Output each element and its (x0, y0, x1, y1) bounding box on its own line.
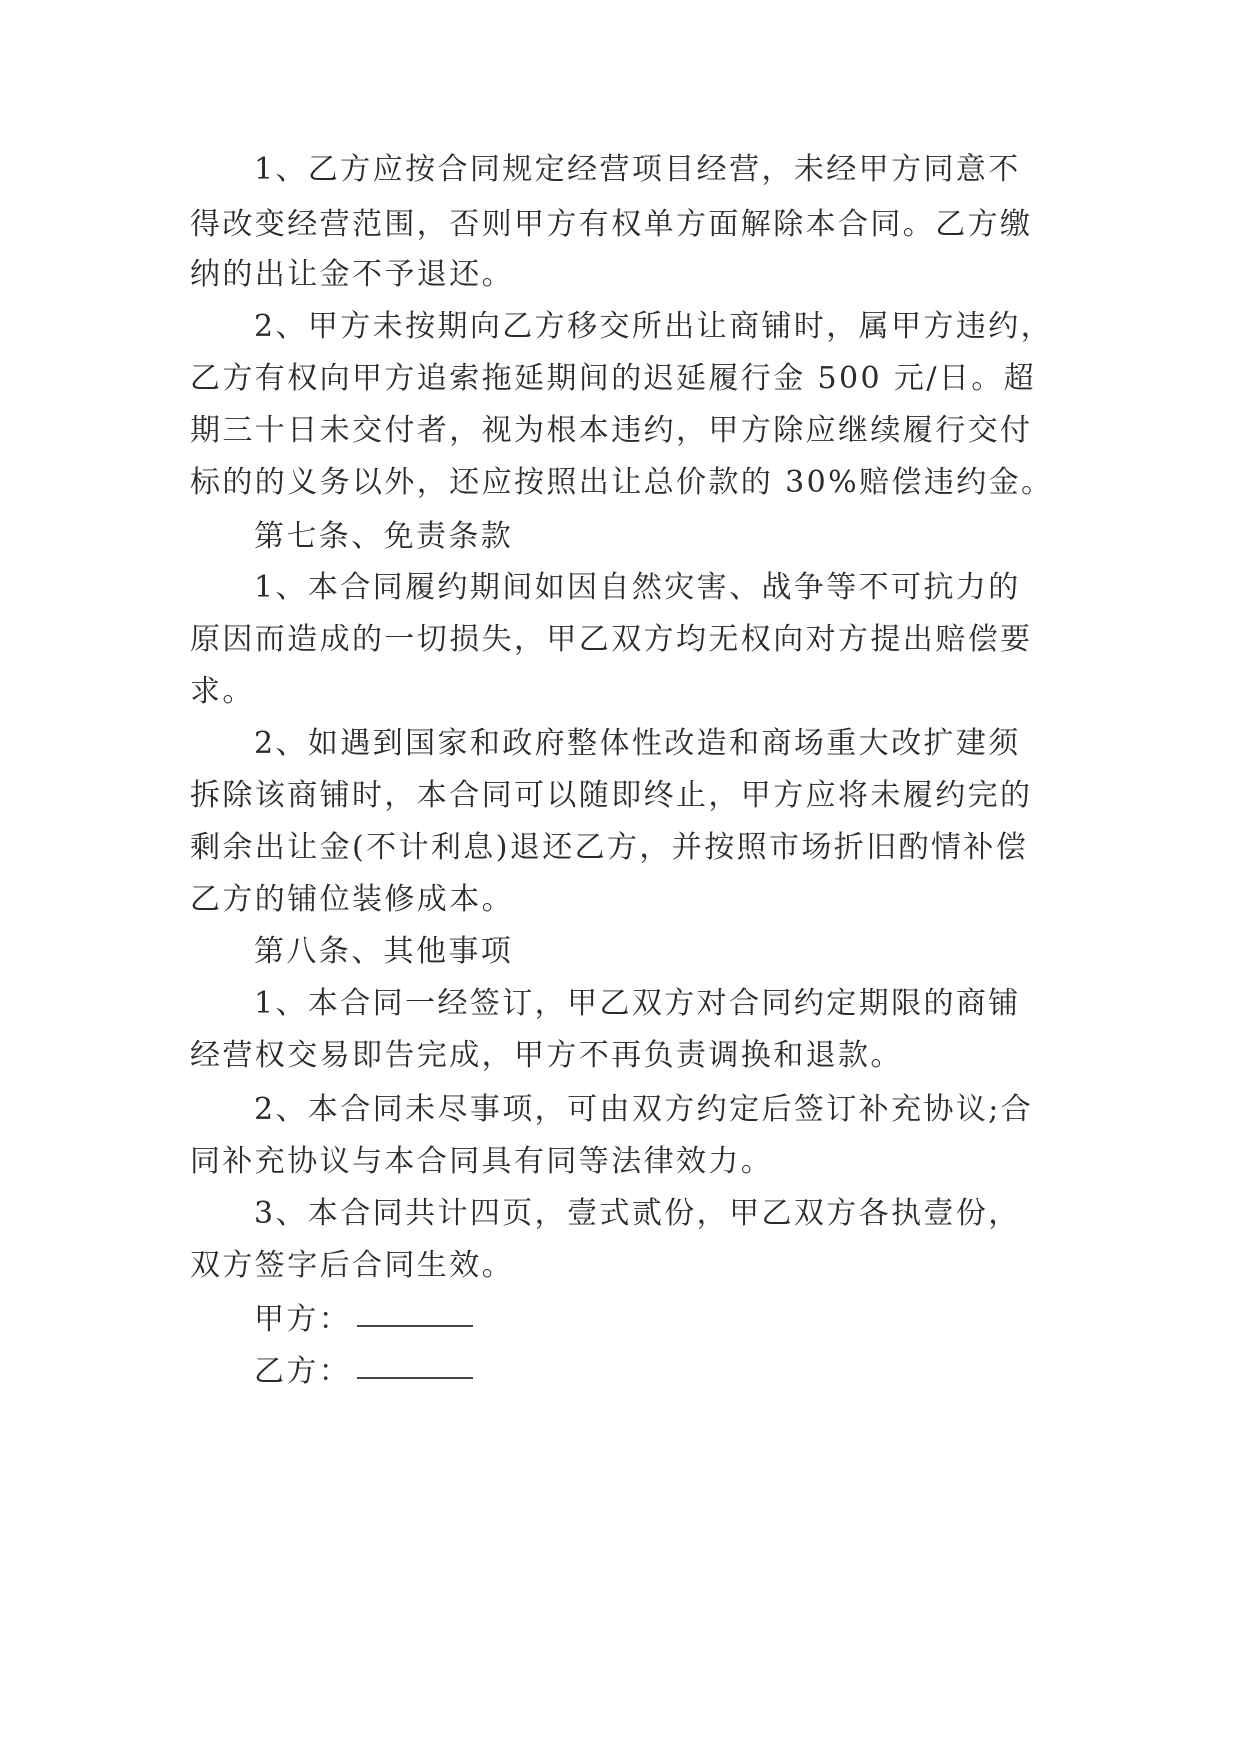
clause-8-3-line-1: 3、本合同共计四页，壹式贰份，甲乙双方各执壹份， (254, 1196, 1021, 1231)
article-8-heading: 第八条、其他事项 (254, 934, 514, 969)
clause-8-3-line-2: 双方签字后合同生效。 (190, 1248, 514, 1283)
party-a-signature-blank (357, 1325, 473, 1327)
clause-6-1-line-3: 纳的出让金不予退还。 (190, 257, 514, 292)
article-7-heading: 第七条、免责条款 (254, 519, 514, 554)
clause-8-1-line-2: 经营权交易即告完成，甲方不再负责调换和退款。 (190, 1038, 903, 1073)
clause-8-2-line-2: 同补充协议与本合同具有同等法律效力。 (190, 1144, 774, 1179)
clause-6-2-line-4: 标的的义务以外，还应按照出让总价款的 30%赔偿违约金。 (190, 465, 1054, 500)
party-b-signature (254, 1352, 1154, 1392)
clause-8-2-line-1: 2、本合同未尽事项，可由双方约定后签订补充协议;合 (254, 1092, 1034, 1127)
clause-7-1-line-2: 原因而造成的一切损失，甲乙双方均无权向对方提出赔偿要 (190, 622, 1033, 657)
clause-7-2-line-1: 2、如遇到国家和政府整体性改造和商场重大改扩建须 (254, 726, 1021, 761)
party-a-signature (254, 1300, 1154, 1340)
clause-7-2-line-2: 拆除该商铺时，本合同可以随即终止，甲方应将未履约完的 (190, 778, 1033, 813)
clause-7-2-line-4: 乙方的铺位装修成本。 (190, 882, 514, 917)
clause-8-1-line-1: 1、本合同一经签订，甲乙双方对合同约定期限的商铺 (254, 986, 1021, 1021)
party-a-label: 甲方： (254, 1302, 352, 1337)
clause-6-1-line-1: 1、乙方应按合同规定经营项目经营，未经甲方同意不 (254, 152, 1021, 187)
clause-7-2-line-3: 剩余出让金(不计利息)退还乙方，并按照市场折旧酌情补偿 (190, 830, 1029, 865)
clause-7-1-line-3: 求。 (190, 674, 255, 709)
clause-6-2-line-2: 乙方有权向甲方追索拖延期间的迟延履行金 500 元/日。超 (190, 361, 1037, 396)
clause-6-2-line-1: 2、甲方未按期向乙方移交所出让商铺时，属甲方违约， (254, 309, 1054, 344)
clause-6-1-line-2: 得改变经营范围，否则甲方有权单方面解除本合同。乙方缴 (190, 207, 1033, 242)
party-b-label: 乙方： (254, 1354, 352, 1389)
clause-7-1-line-1: 1、本合同履约期间如因自然灾害、战争等不可抗力的 (254, 570, 1021, 605)
party-b-signature-blank (357, 1377, 473, 1379)
clause-6-2-line-3: 期三十日未交付者，视为根本违约，甲方除应继续履行交付 (190, 413, 1033, 448)
